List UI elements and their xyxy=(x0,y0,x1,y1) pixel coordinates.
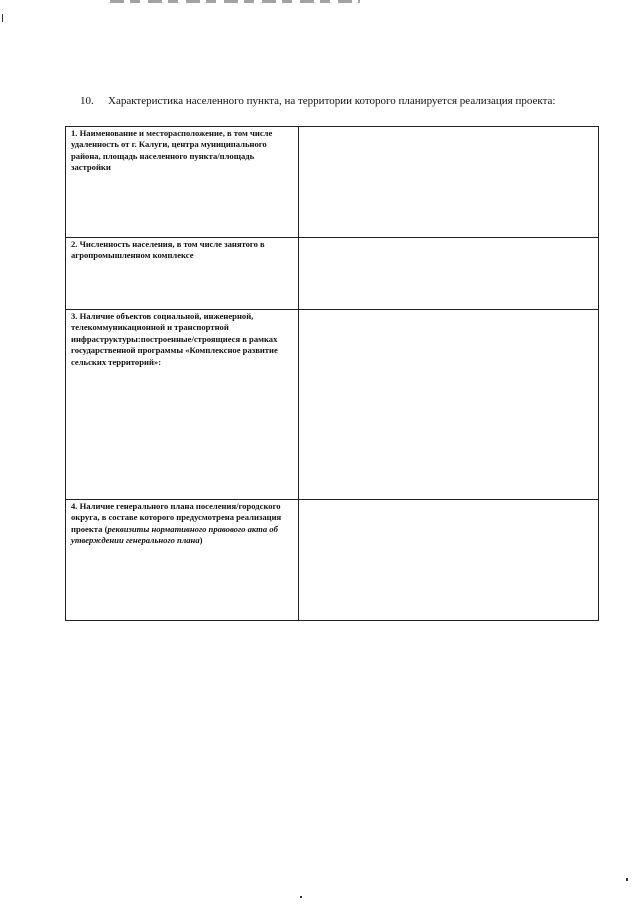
scan-artifact-top xyxy=(110,0,360,3)
row-label-population: 2. Численность населения, в том числе занятого в агропромышленном комплексе xyxy=(71,239,265,261)
row-label-cell xyxy=(66,310,299,500)
row-label-name-location: 1. Наименование и месторасположение, в том числе удаленность от г. Калуги, центра муниципального района, площадь населенного пункта/площадь застройки xyxy=(71,128,273,173)
section-title: Характеристика населенного пункта, на территории которого планируется реализация проекта: xyxy=(108,95,556,107)
row-value-infrastructure[interactable] xyxy=(299,310,599,500)
row-value-general-plan[interactable] xyxy=(299,500,599,621)
scan-artifact-left xyxy=(2,14,3,22)
scan-artifact-bottom xyxy=(300,896,302,898)
row-label-general-plan xyxy=(66,500,298,547)
row-label-infrastructure: 3. Наличие объектов социальной, инженерной, телекоммуникационной и транспортной инфраструктуры:построенные/строящиеся в рамках государственной программы «Комплексное развитие сельских территорий»: xyxy=(71,311,278,367)
general-plan-italic-note: реквизиты нормативного правового акта об утверждении генерального плана xyxy=(71,523,278,546)
scan-artifact-right xyxy=(626,878,628,881)
table-row xyxy=(66,500,599,621)
settlement-characteristics-table xyxy=(65,126,599,621)
section-heading xyxy=(80,94,600,108)
table-row xyxy=(66,238,599,310)
row-value-name-location[interactable] xyxy=(299,127,599,238)
table-row xyxy=(66,310,599,500)
row-value-population[interactable] xyxy=(299,238,599,310)
general-plan-text-end: ) xyxy=(199,535,203,546)
section-number: 10. xyxy=(80,95,94,107)
row-label-cell xyxy=(66,238,299,310)
row-label-cell xyxy=(66,127,299,238)
table-row xyxy=(66,127,599,238)
general-plan-text: 4. Наличие генерального плана поселения/городского округа, в составе которого предусмотрена реализация проекта ( xyxy=(71,501,282,534)
row-label-cell xyxy=(66,500,299,621)
